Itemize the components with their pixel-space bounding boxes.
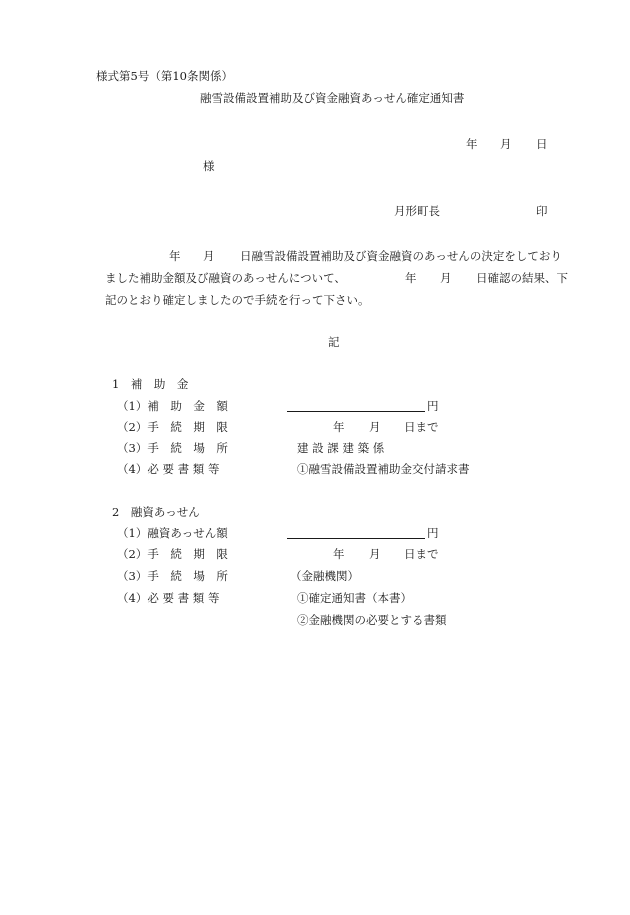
section2-heading: 2 融資あっせん [112, 505, 200, 519]
section2-amount-underline [287, 538, 425, 539]
section1-item4-value: ①融雪設備設置補助金交付請求書 [297, 462, 470, 476]
body-line2-text: ました補助金額及び融資のあっせんについて、 [105, 271, 346, 285]
body-line1-month: 月 [203, 249, 215, 263]
section1-item4-label: （4）必 要 書 類 等 [117, 462, 220, 476]
section1-item2-day: 日まで [404, 420, 439, 434]
section1-item1-label: （1）補 助 金 額 [117, 399, 228, 413]
section1-heading: 1 補 助 金 [112, 377, 189, 391]
document-title: 融雪設備設置補助及び資金融資あっせん確定通知書 [200, 91, 465, 105]
section2-item1-label: （1）融資あっせん額 [117, 526, 228, 540]
section2-item4-label: （4）必 要 書 類 等 [117, 591, 220, 605]
body-line2-year: 年 [405, 271, 417, 285]
section2-item3-value: （金融機関） [290, 569, 359, 583]
issuer-seal: 印 [536, 204, 548, 218]
body-line1-year: 年 [169, 249, 181, 263]
section1-item1-value: 円 [427, 399, 439, 413]
body-line2-day: 日確認の結果、下 [476, 271, 568, 285]
section2-item2-label: （2）手 続 期 限 [117, 547, 228, 561]
body-line3-text: 記のとおり確定しましたので手続を行って下さい。 [105, 293, 370, 307]
section1-item2-year: 年 [333, 420, 345, 434]
section1-item3-label: （3）手 続 場 所 [117, 441, 228, 455]
section1-item2-label: （2）手 続 期 限 [117, 420, 228, 434]
body-line2-month: 月 [440, 271, 452, 285]
body-line1-text: 日融雪設備設置補助及び資金融資のあっせんの決定をしており [240, 249, 562, 263]
section1-item2-month: 月 [369, 420, 381, 434]
section2-item3-label: （3）手 続 場 所 [117, 569, 228, 583]
section2-item4-value: ①確定通知書（本書） [297, 591, 412, 605]
ki-heading: 記 [328, 335, 340, 349]
section1-item3-value: 建 設 課 建 築 係 [297, 441, 385, 455]
section2-item4-value2: ②金融機関の必要とする書類 [297, 613, 447, 627]
section1-amount-underline [287, 411, 425, 412]
issuer-name: 月形町長 [394, 204, 440, 218]
section2-item2-month: 月 [369, 547, 381, 561]
date-month: 月 [500, 137, 512, 151]
section2-item2-day: 日まで [404, 547, 439, 561]
addressee-suffix: 様 [203, 159, 215, 173]
date-day: 日 [536, 137, 548, 151]
section2-item2-year: 年 [333, 547, 345, 561]
section2-item1-value: 円 [427, 526, 439, 540]
form-number: 様式第5号（第10条関係） [96, 69, 233, 83]
date-year: 年 [466, 137, 478, 151]
